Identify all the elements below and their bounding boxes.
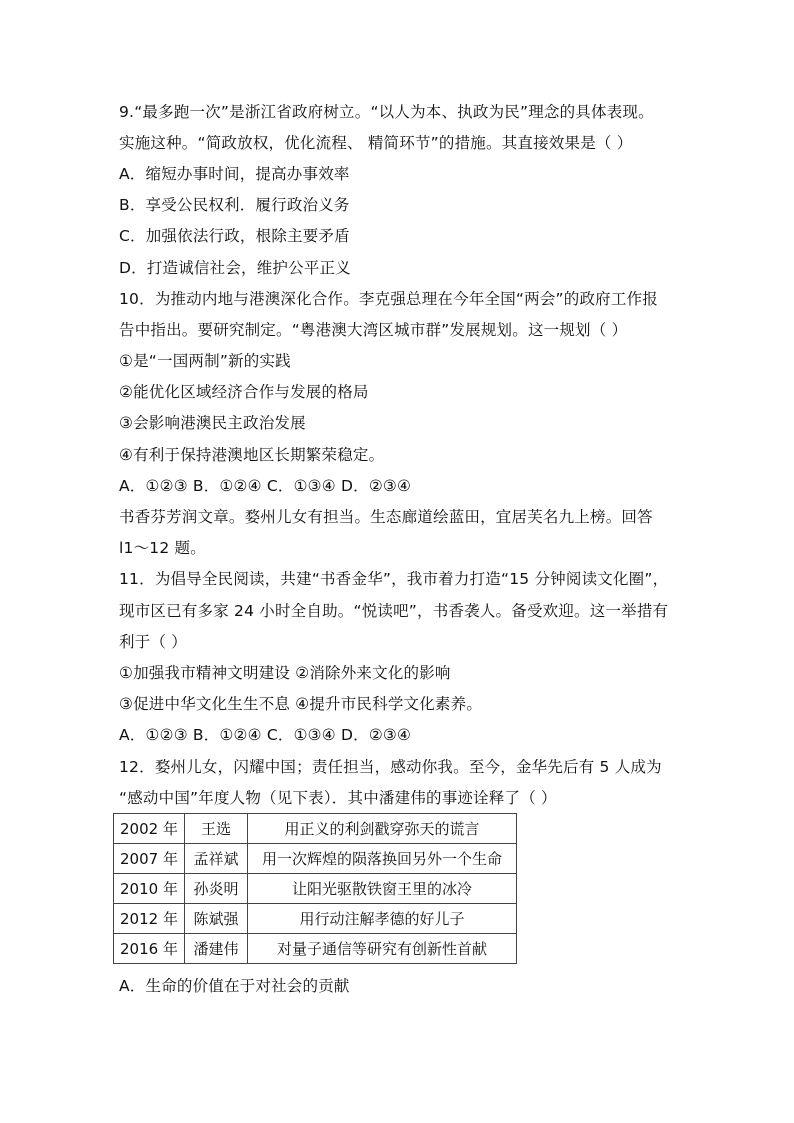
table-cell-name: 潘建伟 [185, 934, 248, 964]
table-cell-year: 2007 年 [114, 844, 185, 874]
q11-stem-line3: 利于（ ） [119, 633, 187, 651]
table-cell-deed: 用正义的利剑戳穿弥天的谎言 [248, 814, 517, 844]
q9-stem-line2: 实施这种。“简政放权，优化流程、 精简环节”的措施。其直接效果是（ ） [119, 134, 633, 152]
table-cell-year: 2002 年 [114, 814, 185, 844]
q9-option-a: A．缩短办事时间，提高办事效率 [119, 165, 350, 183]
q12-option-a: A．生命的价值在于对社会的贡献 [119, 977, 350, 995]
table-row [114, 874, 517, 904]
q9-option-d: D．打造诚信社会，维护公平正义 [119, 259, 351, 277]
q9-stem-line1: 9.“最多跑一次”是浙江省政府树立。“以人为本、执政为民”理念的具体表现。 [119, 103, 654, 121]
q12-stem-line2: “感动中国”年度人物（见下表）．其中潘建伟的事迹诠释了（ ） [119, 789, 557, 807]
q11-stem-line2: 现市区已有多家 24 小时全自助。“悦读吧”，书香袭人。备受欢迎。这一举措有 [119, 602, 669, 620]
q9-option-c: C．加强依法行政，根除主要矛盾 [119, 227, 350, 245]
table-cell-year: 2012 年 [114, 904, 185, 934]
table-cell-name: 王选 [185, 814, 248, 844]
table-row [114, 934, 517, 964]
table-cell-deed: 让阳光驱散铁窗王里的冰冷 [248, 874, 517, 904]
q9-option-b: B．享受公民权利．履行政治义务 [119, 196, 350, 214]
q10-item-3: ③会影响港澳民主政治发展 [119, 414, 306, 432]
table-row [114, 904, 517, 934]
q11-stem-line1: 11．为倡导全民阅读，共建“书香金华”，我市着力打造“15 分钟阅读文化圈”， [119, 570, 669, 588]
q10-answers: A．①②③ B．①②④ C．①③④ D．②③④ [119, 477, 412, 495]
table-cell-year: 2010 年 [114, 874, 185, 904]
table-cell-deed: 对量子通信等研究有创新性首献 [248, 934, 517, 964]
q12-stem-line1: 12．婺州儿女，闪耀中国；责任担当，感动你我。至今，金华先后有 5 人成为 [119, 758, 662, 776]
q10-stem-line1: 10．为推动内地与港澳深化合作。李克强总理在今年全国“两会”的政府工作报 [119, 290, 658, 308]
q10-stem-line2: 告中指出。要研究制定。“粤港澳大湾区城市群”发展规划。这一规划（ ） [119, 321, 628, 339]
table-row [114, 844, 517, 874]
table-cell-name: 孙炎明 [185, 874, 248, 904]
q10-item-2: ②能优化区域经济合作与发展的格局 [119, 383, 369, 401]
table-cell-name: 陈斌强 [185, 904, 248, 934]
q10-item-1: ①是“一国两制”新的实践 [119, 352, 291, 370]
q11-items-row2: ③促进中华文化生生不息 ④提升市民科学文化素养。 [119, 695, 483, 713]
table-row [114, 814, 517, 844]
table-cell-deed: 用一次辉煌的陨落换回另外一个生命 [248, 844, 517, 874]
q11-items-row1: ①加强我市精神文明建设 ②消除外来文化的影响 [119, 664, 451, 682]
table-cell-deed: 用行动注解孝德的好儿子 [248, 904, 517, 934]
table-cell-name: 孟祥斌 [185, 844, 248, 874]
intro-line1: 书香芬芳润文章。婺州儿女有担当。生态廊道绘蓝田，宜居芙名九上榜。回答 [119, 508, 653, 526]
award-people-table [113, 813, 517, 964]
intro-line2: l1～12 题。 [119, 539, 206, 557]
table-cell-year: 2016 年 [114, 934, 185, 964]
q11-answers: A．①②③ B．①②④ C．①③④ D．②③④ [119, 726, 412, 744]
q10-item-4: ④有利于保持港澳地区长期繁荣稳定。 [119, 446, 385, 464]
